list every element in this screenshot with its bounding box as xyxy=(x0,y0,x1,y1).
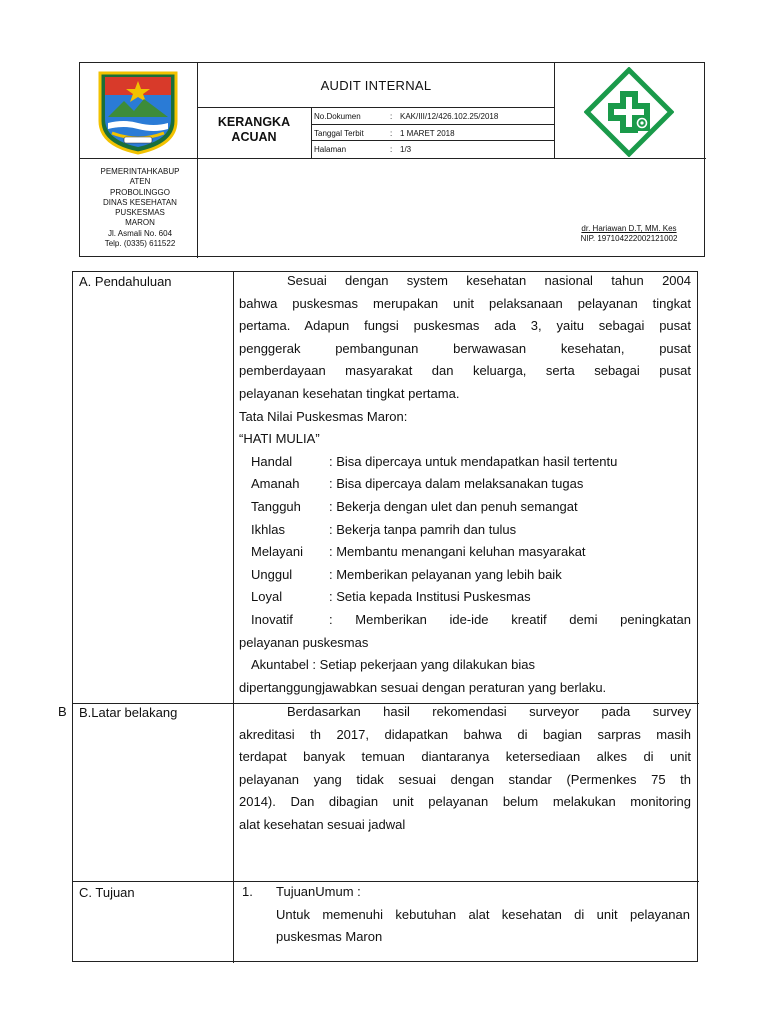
meta-separator: : xyxy=(390,128,393,138)
value-desc: : Bekerja dengan ulet dan penuh semangat xyxy=(329,498,578,514)
signatory-nip: NIP. 197104222002121002 xyxy=(580,234,678,243)
document-header xyxy=(79,62,705,257)
value-item xyxy=(239,564,691,587)
table-divider xyxy=(233,272,234,963)
paragraph-line: bahwa puskesmas merupakan unit pelaksanaan pelayanan tingkat xyxy=(239,295,691,311)
institution-info xyxy=(82,167,198,249)
value-key: Unggul xyxy=(251,566,293,582)
value-desc-continued: pelayanan puskesmas xyxy=(239,634,369,650)
meta-row-no-dokumen xyxy=(312,108,498,124)
paragraph-line: 2014). Dan dibagian unit pelayanan belum melakukan monitoring xyxy=(239,794,691,810)
meta-row-tanggal-terbit xyxy=(312,125,455,141)
value-key: Melayani xyxy=(251,544,304,560)
content-table xyxy=(72,271,698,962)
meta-value: 1 MARET 2018 xyxy=(400,128,455,138)
meta-label: Halaman xyxy=(314,144,347,154)
section-label-pendahuluan: A. Pendahuluan xyxy=(79,274,172,289)
value-item xyxy=(239,609,691,632)
header-divider xyxy=(554,63,555,158)
signatory xyxy=(554,224,704,244)
value-desc-continued: dipertanggungjawabkan sesuai dengan peraturan yang berlaku. xyxy=(239,679,607,695)
institution-line: DINAS KESEHATAN xyxy=(103,197,177,207)
value-key: Tangguh xyxy=(251,498,301,514)
paragraph-line: pelayanan kesehatan tingkat pertama. xyxy=(239,385,460,401)
meta-value: KAK/III/12/426.102.25/2018 xyxy=(400,111,499,121)
institution-line: ATEN xyxy=(129,177,151,187)
document-type-line: ACUAN xyxy=(231,130,277,144)
paragraph-line: alat kesehatan sesuai jadwal xyxy=(239,816,406,832)
list-number: 1. xyxy=(242,884,253,899)
meta-separator: : xyxy=(390,111,393,121)
tata-nilai-title: Tata Nilai Puskesmas Maron: xyxy=(239,408,408,424)
institution-line: PEMERINTAHKABUP xyxy=(100,167,180,176)
value-key: Ikhlas xyxy=(251,521,285,537)
signatory-name: dr. Hariawan D.T, MM. Kes xyxy=(581,224,677,233)
institution-line: Telp. (0335) 611522 xyxy=(104,239,176,249)
paragraph-line: Sesuai dengan system kesehatan nasional tahun 2004 xyxy=(287,273,691,288)
header-divider xyxy=(80,158,706,159)
paragraph-line: akreditasi th 2017, didapatkan bahwa di bagian sarpras masih xyxy=(239,726,691,742)
institution-line: MARON xyxy=(125,218,155,228)
section-text-pendahuluan xyxy=(239,270,691,699)
section-side-marker: B xyxy=(58,704,67,719)
meta-separator: : xyxy=(390,144,393,154)
value-item xyxy=(239,451,691,474)
institution-line: PROBOLINGGO xyxy=(109,187,170,197)
institution-line: Jl. Asmali No. 604 xyxy=(107,228,173,238)
value-akuntabel: Akuntabel : Setiap pekerjaan yang dilakukan bias xyxy=(251,657,536,673)
value-key: Inovatif xyxy=(251,611,293,627)
paragraph-line: puskesmas Maron xyxy=(276,929,383,945)
value-item xyxy=(239,586,691,609)
value-key: Amanah xyxy=(251,476,300,492)
value-item xyxy=(239,496,691,519)
section-label-tujuan: C. Tujuan xyxy=(79,885,135,900)
value-desc: : Memberikan ide-ide kreatif demi peningkatan xyxy=(329,611,691,627)
value-desc: : Setia kepada Institusi Puskesmas xyxy=(329,589,531,605)
tujuan-item xyxy=(242,881,690,904)
value-item xyxy=(239,519,691,542)
document-type-line: KERANGKA xyxy=(217,115,291,129)
institution-line: PUSKESMAS xyxy=(115,208,165,218)
paragraph-line: pelayanan yang tidak sesuai dengan standar (Permenkes 75 th xyxy=(239,771,691,787)
paragraph-line: Untuk memenuhi kebutuhan alat kesehatan di unit pelayanan xyxy=(276,906,690,922)
paragraph-line: pertama. Adapun fungsi puskesmas ada 3, yaitu sebagai pusat xyxy=(239,318,691,334)
section-text-latar-belakang xyxy=(239,701,691,837)
paragraph-line: terdapat banyak temuan diantaranya ketersediaan alkes di unit xyxy=(239,749,691,765)
motto: “HATI MULIA” xyxy=(239,431,320,447)
value-desc: : Bisa dipercaya untuk mendapatkan hasil tertentu xyxy=(329,453,618,469)
puskesmas-logo-icon xyxy=(584,67,674,157)
meta-value: 1/3 xyxy=(400,144,412,154)
meta-label: Tanggal Terbit xyxy=(314,128,364,138)
value-desc: : Membantu menangani keluhan masyarakat xyxy=(329,544,586,560)
tujuan-title: TujuanUmum : xyxy=(276,884,361,899)
value-item xyxy=(239,473,691,496)
document-title: AUDIT INTERNAL xyxy=(320,78,432,93)
paragraph-line: penggerak pembangunan berwawasan kesehatan, pusat xyxy=(239,340,691,356)
meta-label: No.Dokumen xyxy=(314,111,361,121)
document-type xyxy=(198,115,310,145)
paragraph-line: Berdasarkan hasil rekomendasi surveyor pada survey xyxy=(287,704,691,719)
section-text-tujuan xyxy=(242,881,690,949)
value-desc: : Memberikan pelayanan yang lebih baik xyxy=(329,566,562,582)
kabupaten-probolinggo-emblem-icon xyxy=(94,69,182,155)
value-item xyxy=(239,541,691,564)
meta-row-halaman xyxy=(312,141,411,157)
value-key: Loyal xyxy=(251,589,283,605)
value-desc: : Bekerja tanpa pamrih dan tulus xyxy=(329,521,517,537)
section-label-latar-belakang: B.Latar belakang xyxy=(79,705,178,720)
value-desc: : Bisa dipercaya dalam melaksanakan tugas xyxy=(329,476,584,492)
paragraph-line: pemberdayaan masyarakat dan keluarga, serta sebagai pusat xyxy=(239,363,691,379)
value-key: Handal xyxy=(251,453,293,469)
